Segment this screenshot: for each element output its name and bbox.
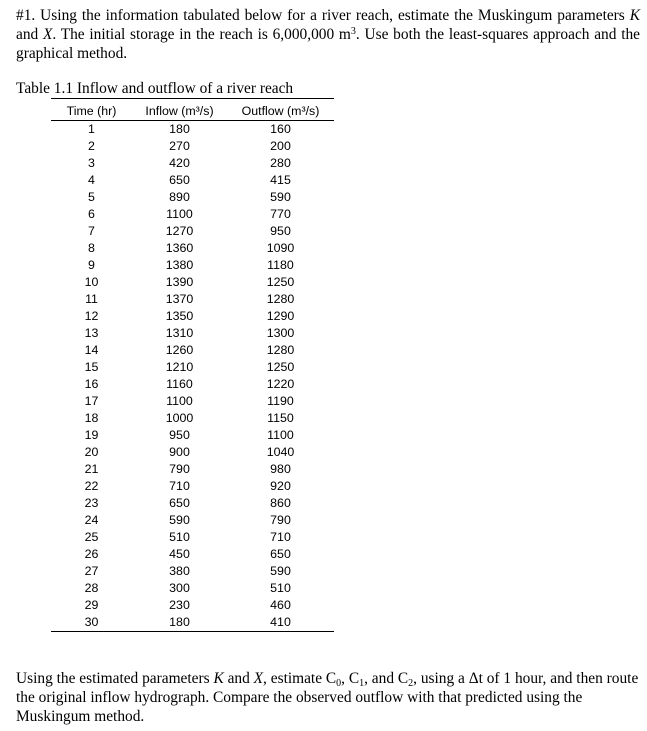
- parameter-k: K: [629, 7, 640, 24]
- cell-inflow: 1210: [165, 360, 194, 374]
- cell-inflow: 590: [169, 513, 190, 527]
- cell-inflow: 1360: [165, 241, 194, 255]
- cell-outflow: 410: [227, 614, 334, 632]
- cell-time: 19: [84, 428, 99, 442]
- cell-outflow: 590: [270, 564, 291, 578]
- parameter-x: X: [42, 26, 53, 43]
- cell-time: 1: [88, 122, 95, 136]
- route-text-part-1: Using the estimated parameters: [16, 670, 214, 687]
- cell-time: 13: [84, 326, 99, 340]
- subscript-2: 2: [408, 678, 414, 689]
- cell-time: 14: [84, 343, 99, 357]
- routing-instructions: [16, 669, 640, 726]
- cell-outflow: 1190: [267, 394, 294, 408]
- cell-outflow: 1040: [266, 445, 295, 459]
- cell-outflow: 200: [270, 139, 291, 153]
- cell-inflow: 1380: [165, 258, 194, 272]
- table-row: [51, 342, 334, 359]
- cell-time: 17: [84, 394, 99, 408]
- cell-time: 25: [84, 530, 99, 544]
- table-row: [51, 563, 334, 580]
- table-row: [51, 512, 334, 529]
- table-row: [51, 597, 334, 614]
- cell-inflow: 1260: [165, 343, 194, 357]
- table-caption: Table 1.1 Inflow and outflow of a river reach: [16, 80, 294, 97]
- cell-time: 22: [84, 479, 99, 493]
- cell-outflow: 590: [270, 190, 291, 204]
- inflow-outflow-table: [51, 101, 334, 632]
- cell-inflow: 650: [169, 496, 190, 510]
- cell-inflow: 300: [169, 581, 190, 595]
- cell-outflow: 1290: [266, 309, 295, 323]
- cell-time: 24: [84, 513, 99, 527]
- cell-time: 2: [88, 139, 95, 153]
- cell-time: 15: [84, 360, 99, 374]
- cell-inflow: 710: [169, 479, 190, 493]
- table-header-row: [51, 101, 334, 121]
- cell-inflow: 510: [169, 530, 190, 544]
- cell-outflow: 710: [270, 530, 291, 544]
- cell-time: 26: [84, 547, 99, 561]
- caption-divider: [51, 98, 334, 99]
- cell-outflow: 1300: [266, 326, 295, 340]
- cubic-superscript: 3: [350, 26, 356, 37]
- table-row: [51, 308, 334, 325]
- table-row: [51, 410, 334, 427]
- cell-inflow: 890: [169, 190, 190, 204]
- table-row: [51, 614, 334, 632]
- table-row: [51, 359, 334, 376]
- cell-time: 11: [85, 292, 98, 306]
- table-row: [51, 257, 334, 274]
- cell-time: 23: [84, 496, 99, 510]
- cell-time: 12: [84, 309, 99, 323]
- problem-text-part-1: #1. Using the information tabulated below for a river reach, estimate the Muskingum parameters: [16, 7, 630, 24]
- cell-inflow: 270: [169, 139, 190, 153]
- table-row: [51, 189, 334, 206]
- cell-inflow: 180: [169, 122, 190, 136]
- cell-inflow: 1310: [165, 326, 194, 340]
- cell-outflow: 1280: [266, 292, 295, 306]
- cell-inflow: 450: [169, 547, 190, 561]
- problem-text-part-3: . Use both the least-squares approach and the graphical method.: [16, 26, 640, 62]
- table-row: [51, 529, 334, 546]
- table-row: [51, 325, 334, 342]
- cell-time: 30: [51, 614, 132, 632]
- cell-outflow: 1280: [266, 343, 295, 357]
- cell-time: 6: [88, 207, 95, 221]
- cell-inflow: 900: [169, 445, 190, 459]
- cell-outflow: 860: [270, 496, 291, 510]
- header-outflow: Outflow (m³/s): [227, 101, 334, 121]
- table-row: [51, 206, 334, 223]
- cell-time: 10: [84, 275, 99, 289]
- route-text-and: and: [223, 670, 254, 687]
- cell-time: 18: [84, 411, 99, 425]
- table-row: [51, 546, 334, 563]
- subscript-1: 1: [359, 678, 365, 689]
- table-row: [51, 444, 334, 461]
- cell-outflow: 280: [270, 156, 291, 170]
- table-row: [51, 495, 334, 512]
- problem-text-part-2: . The initial storage in the reach is 6,000,000 m: [52, 26, 351, 43]
- route-text-part-3: , using a Δt of 1 hour, and then route the original inflow hydrograph. Compare the observed outflow with that predicted using the Muskingum method.: [16, 670, 639, 725]
- cell-time: 27: [84, 564, 99, 578]
- cell-time: 20: [84, 445, 99, 459]
- table-row: [51, 461, 334, 478]
- subscript-0: 0: [336, 678, 342, 689]
- problem-text-and: and: [16, 26, 43, 43]
- table-row: [51, 478, 334, 495]
- cell-outflow: 770: [270, 207, 291, 221]
- table-row: [51, 393, 334, 410]
- cell-inflow: 950: [169, 428, 190, 442]
- cell-inflow: 1160: [166, 377, 193, 391]
- cell-outflow: 1180: [267, 258, 294, 272]
- cell-inflow: 790: [169, 462, 190, 476]
- cell-outflow: 1090: [266, 241, 295, 255]
- table-row: [51, 291, 334, 308]
- cell-time: 16: [84, 377, 99, 391]
- route-text-part-2: , estimate C: [263, 670, 337, 687]
- table-row: [51, 223, 334, 240]
- table-row: [51, 274, 334, 291]
- cell-outflow: 1220: [266, 377, 295, 391]
- cell-inflow: 650: [169, 173, 190, 187]
- cell-inflow: 1390: [165, 275, 194, 289]
- cell-outflow: 980: [270, 462, 291, 476]
- cell-outflow: 1250: [266, 275, 295, 289]
- route-text-c1: , C: [341, 670, 360, 687]
- cell-outflow: 1150: [267, 411, 294, 425]
- cell-outflow: 460: [270, 598, 291, 612]
- cell-outflow: 950: [270, 224, 291, 238]
- cell-inflow: 1100: [166, 207, 193, 221]
- cell-time: 4: [88, 173, 95, 187]
- cell-time: 7: [88, 224, 95, 238]
- cell-time: 29: [84, 598, 99, 612]
- cell-time: 5: [88, 190, 95, 204]
- table-row: [51, 138, 334, 155]
- header-time: Time (hr): [51, 101, 132, 121]
- cell-inflow: 1370: [165, 292, 194, 306]
- cell-inflow: 180: [132, 614, 227, 632]
- cell-inflow: 1100: [166, 394, 193, 408]
- route-parameter-x: X: [253, 670, 264, 687]
- table-row: [51, 427, 334, 444]
- cell-time: 3: [88, 156, 95, 170]
- cell-inflow: 1270: [165, 224, 194, 238]
- cell-outflow: 920: [270, 479, 291, 493]
- table-row: [51, 580, 334, 597]
- cell-outflow: 790: [270, 513, 291, 527]
- cell-outflow: 1100: [267, 428, 294, 442]
- cell-outflow: 415: [270, 173, 291, 187]
- problem-statement: [16, 6, 640, 63]
- cell-outflow: 650: [270, 547, 291, 561]
- table-body: [51, 121, 334, 632]
- table-row: [51, 121, 334, 139]
- cell-outflow: 1250: [266, 360, 295, 374]
- table-row: [51, 172, 334, 189]
- cell-time: 8: [88, 241, 95, 255]
- cell-inflow: 1350: [165, 309, 194, 323]
- cell-inflow: 1000: [165, 411, 194, 425]
- table-row: [51, 376, 334, 393]
- cell-time: 9: [88, 258, 95, 272]
- cell-inflow: 380: [169, 564, 190, 578]
- route-text-c2: , and C: [364, 670, 409, 687]
- table-row: [51, 155, 334, 172]
- cell-time: 21: [84, 462, 99, 476]
- cell-time: 28: [84, 581, 99, 595]
- table-row: [51, 240, 334, 257]
- cell-outflow: 510: [270, 581, 291, 595]
- route-parameter-k: K: [213, 670, 224, 687]
- header-inflow: Inflow (m³/s): [132, 101, 227, 121]
- cell-inflow: 230: [169, 598, 190, 612]
- cell-outflow: 160: [270, 122, 291, 136]
- cell-inflow: 420: [169, 156, 190, 170]
